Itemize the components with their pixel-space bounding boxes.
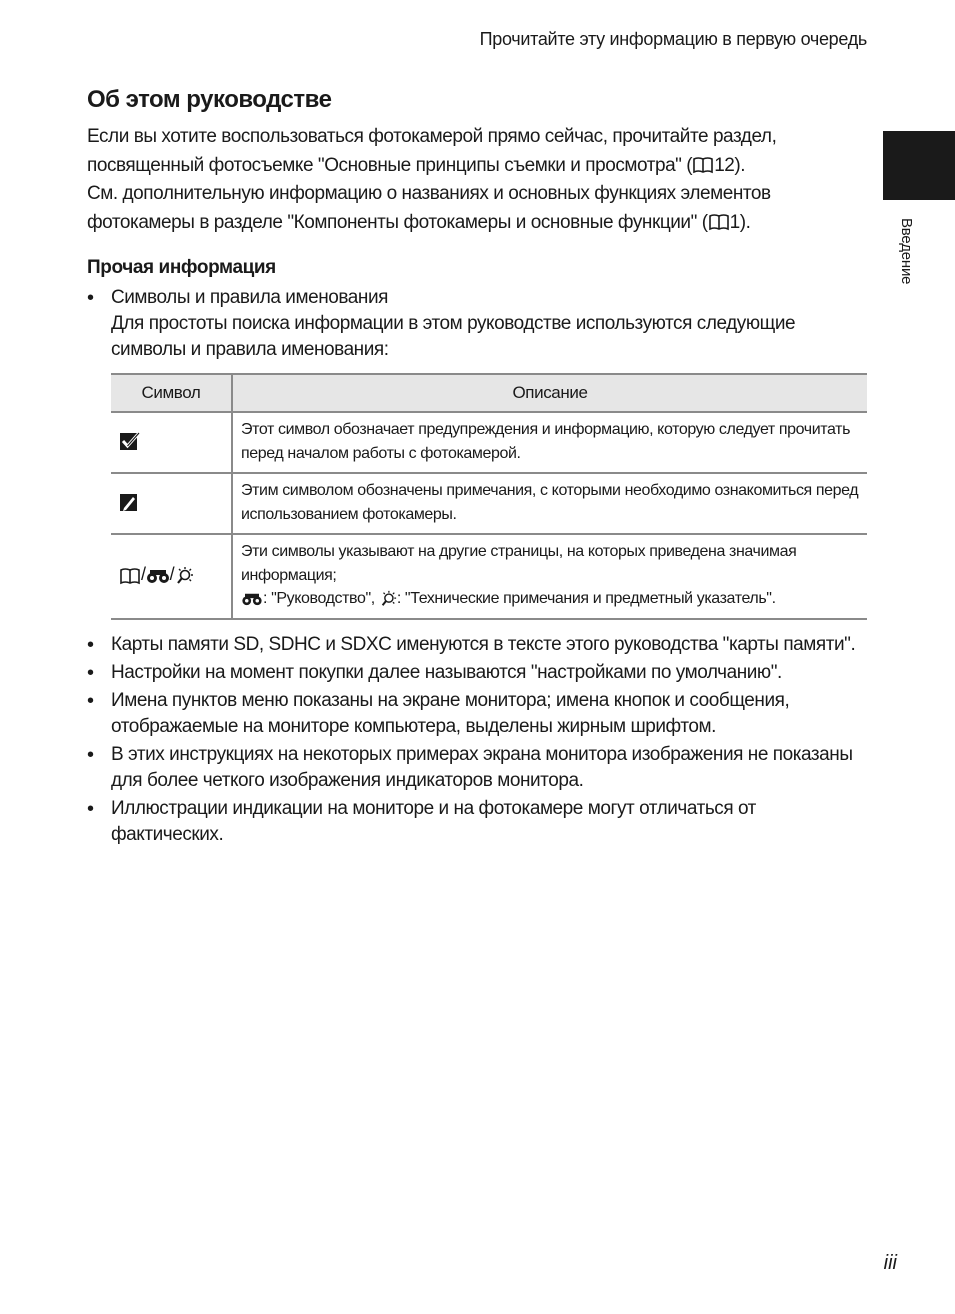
page-number: iii	[883, 1252, 897, 1274]
table-row: / / Эти символы указывают на другие страницы, на которых приведена значимая информация; : "Руководство", : "Технические примечания и предметный указатель".	[111, 534, 867, 619]
list-item: • Имена пунктов меню показаны на экране монитора; имена кнопок и сообщения, отображаемые на мониторе компьютера, выделены жирным шрифтом.	[87, 688, 867, 740]
main-content	[87, 86, 867, 850]
list-item: • В этих инструкциях на некоторых примерах экрана монитора изображения не показаны для более четкого изображения индикаторов монитора.	[87, 742, 867, 794]
intro-paragraph-1	[87, 123, 867, 180]
table-header-symbol: Символ	[111, 374, 232, 412]
list-item: • Иллюстрации индикации на мониторе и на фотокамере могут отличаться от фактических.	[87, 796, 867, 848]
symbols-table	[111, 373, 867, 620]
intro-2-ref: 1).	[729, 211, 751, 233]
list-item	[87, 285, 867, 363]
binoculars-icon	[241, 592, 263, 606]
binoculars-icon	[146, 568, 170, 584]
book-page-ref-icon	[692, 156, 714, 174]
table-row	[111, 412, 867, 473]
light-bulb-icon	[379, 590, 397, 608]
book-page-ref-icon	[119, 567, 141, 585]
desc-tech-label: : "Технические примечания и предметный указатель".	[396, 590, 776, 607]
light-bulb-icon	[174, 566, 194, 586]
intro-1-ref: 12).	[714, 154, 746, 176]
running-header: Прочитайте эту информацию в первую очередь	[479, 29, 867, 49]
subsection-title: Прочая информация	[87, 257, 276, 278]
table-cell-description: Этот символ обозначает предупреждения и информацию, которую следует прочитать перед началом работы с фотокамерой.	[232, 412, 867, 473]
important-check-icon	[119, 431, 141, 453]
desc-guide-label: : "Руководство",	[263, 590, 379, 607]
table-header-description: Описание	[232, 374, 867, 412]
table-cell-description: Этим символом обозначены примечания, с которыми необходимо ознакомиться перед использованием фотокамеры.	[232, 473, 867, 534]
desc-line-1: Эти символы указывают на другие страницы, на которых приведена значимая информация;	[241, 543, 797, 584]
intro-1-text: Если вы хотите воспользоваться фотокамерой прямо сейчас, прочитайте раздел, посвященный фотосъемке "Основные принципы съемки и просмотра" (	[87, 126, 777, 176]
bullet-text: Для простоты поиска информации в этом руководстве используются следующие символы и правила именования:	[111, 313, 796, 360]
chapter-tab-label: Введение	[898, 218, 915, 285]
list-item: • Карты памяти SD, SDHC и SDXC именуются в тексте этого руководства "карты памяти".	[87, 632, 867, 658]
list-item: • Настройки на момент покупки далее называются "настройками по умолчанию".	[87, 660, 867, 686]
intro-paragraph-2	[87, 180, 867, 237]
symbols-bullet-list	[87, 285, 867, 363]
note-pencil-icon	[119, 492, 141, 514]
table-cell-description	[232, 534, 867, 619]
intro-2-text: См. дополнительную информацию о названиях и основных функциях элементов фотокамеры в разделе "Компоненты фотокамеры и основные функции" (	[87, 183, 771, 233]
bullet-title: • Символы и правила именования	[111, 287, 388, 308]
table-row	[111, 473, 867, 534]
chapter-tab-marker	[883, 131, 955, 200]
notes-bullet-list	[87, 632, 867, 848]
section-title: Об этом руководстве	[87, 86, 332, 113]
book-page-ref-icon	[708, 213, 730, 231]
